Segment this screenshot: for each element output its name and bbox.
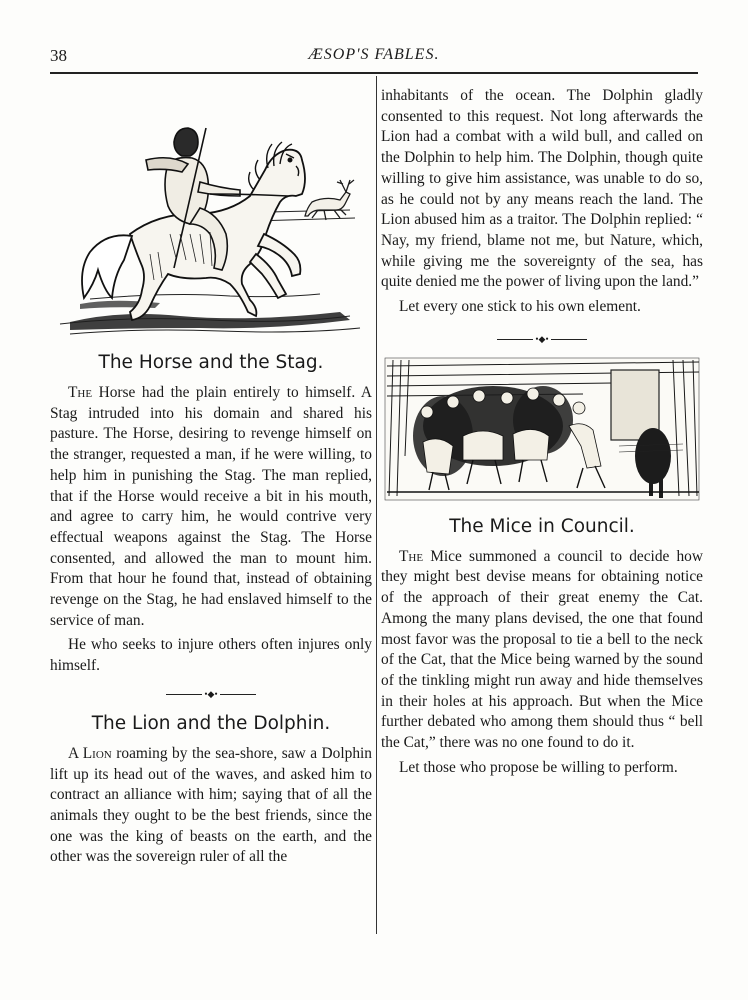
mice-fable-moral: Let those who propose be willing to perform. [399, 758, 678, 776]
lion-fable-opening-word: A Lion [68, 744, 112, 762]
mice-fable-title: The Mice in Council. [449, 515, 635, 537]
horse-fable-title: The Horse and the Stag. [98, 352, 324, 373]
mice-fable-text [381, 547, 703, 754]
header-rule [50, 72, 698, 74]
ornament-dots: •◆• [204, 689, 218, 700]
mice-fable-opening-word: The [399, 547, 424, 565]
horse-stag-illustration [50, 84, 372, 344]
section-ornament [381, 330, 703, 350]
lion-fable-text [50, 744, 372, 868]
lion-fable-continued: inhabitants of the ocean. The Dolphin gladly consented to this request. Not long afterwards the Lion had a combat with a wild bull, and called on the Dolphin to help him. The Dolphin, though quite willing to give him assistance, was unable to do so, as he could not by any means reach the land. The Lion abused him as a traitor. The Dolphin replied: “ Nay, my friend, blame not me, but Nature, which, while giving me the sovereignty of the sea, has quite denied me the power of living upon the land.” [381, 87, 703, 291]
horse-fable-opening-word: The [68, 384, 93, 401]
section-ornament [50, 685, 372, 705]
mice-council-illustration [381, 356, 703, 502]
running-title: ÆSOP'S FABLES. [308, 46, 440, 63]
ornament-dots: •◆• [535, 334, 549, 345]
lion-fable-moral: Let every one stick to his own element. [399, 298, 641, 316]
mice-fable-body: Mice summoned a council to decide how they might best devise means for obtaining notice of the approach of their great enemy the Cat. Among the many plans devised, the one that found most favor was the proposal to tie a bell to the neck of the Cat, that the Mice being warned by the sound of the tinkling might run away and hide themselves in their holes at his approach. But when the Mice further debated who among them should thus “ bell the Cat,” there was no one found to do it. [381, 547, 703, 752]
lion-fable-body: roaming by the sea-shore, saw a Dolphin lift up its head out of the waves, and asked him to contract an alliance with him; saying that of all the animals they ought to be the best friends, since the one was the king of beasts on the earth, and the other was the sovereign ruler of all the [50, 744, 372, 866]
page-number: 38 [50, 46, 67, 65]
right-column [381, 86, 703, 778]
horse-fable-body: Horse had the plain entirely to himself. A Stag intruded into his domain and shared his pasture. The Horse, desiring to revenge himself on the stranger, requested a man, if he were willing, to help him in punishing the Stag. The man replied, that if the Horse would receive a bit in his mouth, and agree to carry him, he would contrive very effectual weapons against the Stag. The Horse consented, and allowed the man to mount him. From that hour he found that, instead of obtaining revenge on the Stag, he had enslaved himself to the service of man. [50, 384, 372, 629]
lion-fable-title: The Lion and the Dolphin. [91, 712, 331, 734]
column-divider [376, 76, 377, 934]
horse-fable-moral: He who seeks to injure others often injures only himself. [50, 636, 372, 675]
left-column [50, 84, 372, 868]
horse-fable-text [50, 383, 372, 631]
